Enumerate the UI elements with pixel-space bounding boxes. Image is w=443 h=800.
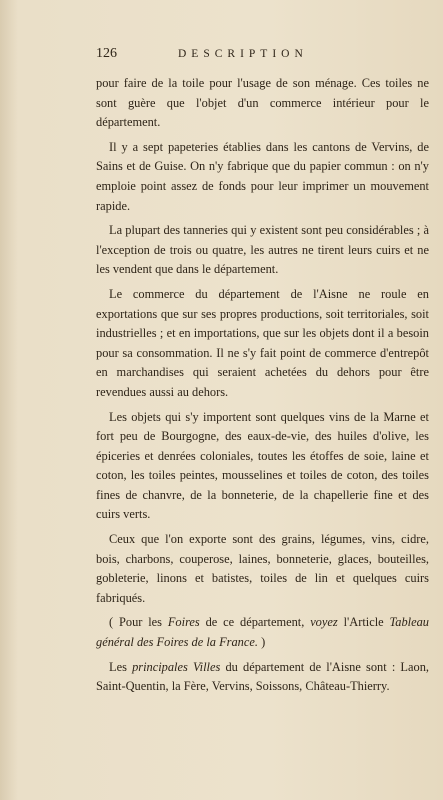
note-open: ( Pour les — [109, 615, 168, 630]
paragraph: Ceux que l'on exporte sont des grains, légumes, vins, cidre, bois, charbons, couperose, laines, bonneterie, glaces, bouteilles, gobleterie, linons et batistes, toiles de lin et quelques cuirs fabriqués. — [96, 532, 429, 605]
note-mid2: l'Article — [337, 615, 390, 630]
paragraph: La plupart des tanneries qui y existent sont peu considérables ; à l'exception de trois ou quatre, les autres ne tirent leurs cuirs et ne les vendent que dans le département. — [96, 223, 429, 277]
note-italic-voyez: voyez — [310, 615, 338, 630]
cities-lead: Les — [109, 659, 133, 674]
body-text — [96, 74, 429, 702]
paragraph: Il y a sept papeteries établies dans les cantons de Vervins, de Sains et de Guise. On n'y fabrique que du papier commun : on n'y emploie point assez de fonds pour leur imprimer un mouvement rapide. — [96, 139, 429, 213]
note-close: ) — [257, 635, 266, 650]
page-header — [96, 46, 415, 62]
paragraph: Les objets qui s'y importent sont quelques vins de la Marne et fort peu de Bourgogne, des eaux-de-vie, des huiles d'olive, les épiceries et denrées coloniales, toutes les étoffes de soie, laine et coton, les toiles peintes, mousselines et toiles de coton, des toiles fines de chanvre, de la bonneterie, de la chapellerie fine et des cuirs verts. — [96, 409, 429, 522]
paragraph: pour faire de la toile pour l'usage de son ménage. Ces toiles ne sont guère que l'objet d'un commerce intérieur pour le département. — [96, 76, 429, 130]
page-number: 126 — [96, 46, 117, 61]
running-title: DESCRIPTION — [178, 48, 308, 60]
cities-italic: principales Villes — [132, 659, 221, 674]
note-italic-foires: Foires — [167, 615, 200, 630]
foires-note — [96, 613, 429, 652]
cities-paragraph — [96, 658, 429, 697]
cities-rest: du département de l'Aisne sont : Laon, Saint-Quentin, la Fère, Vervins, Soissons, Château-Thierry. — [96, 659, 429, 694]
note-mid: de ce département, — [199, 615, 311, 630]
note-italic-article: Tableau général des Foires de la France. — [96, 615, 429, 650]
paragraph: Le commerce du département de l'Aisne ne roule en exportations que sur ses propres productions, soit territoriales, soit industrielles ; et en importations, que sur les objets dont il a besoin pour sa consommation. Il ne s'y fait point de commerce d'entrepôt en marchandises qui seraient achetées du dehors pour être revendues aussi au dehors. — [96, 286, 429, 399]
